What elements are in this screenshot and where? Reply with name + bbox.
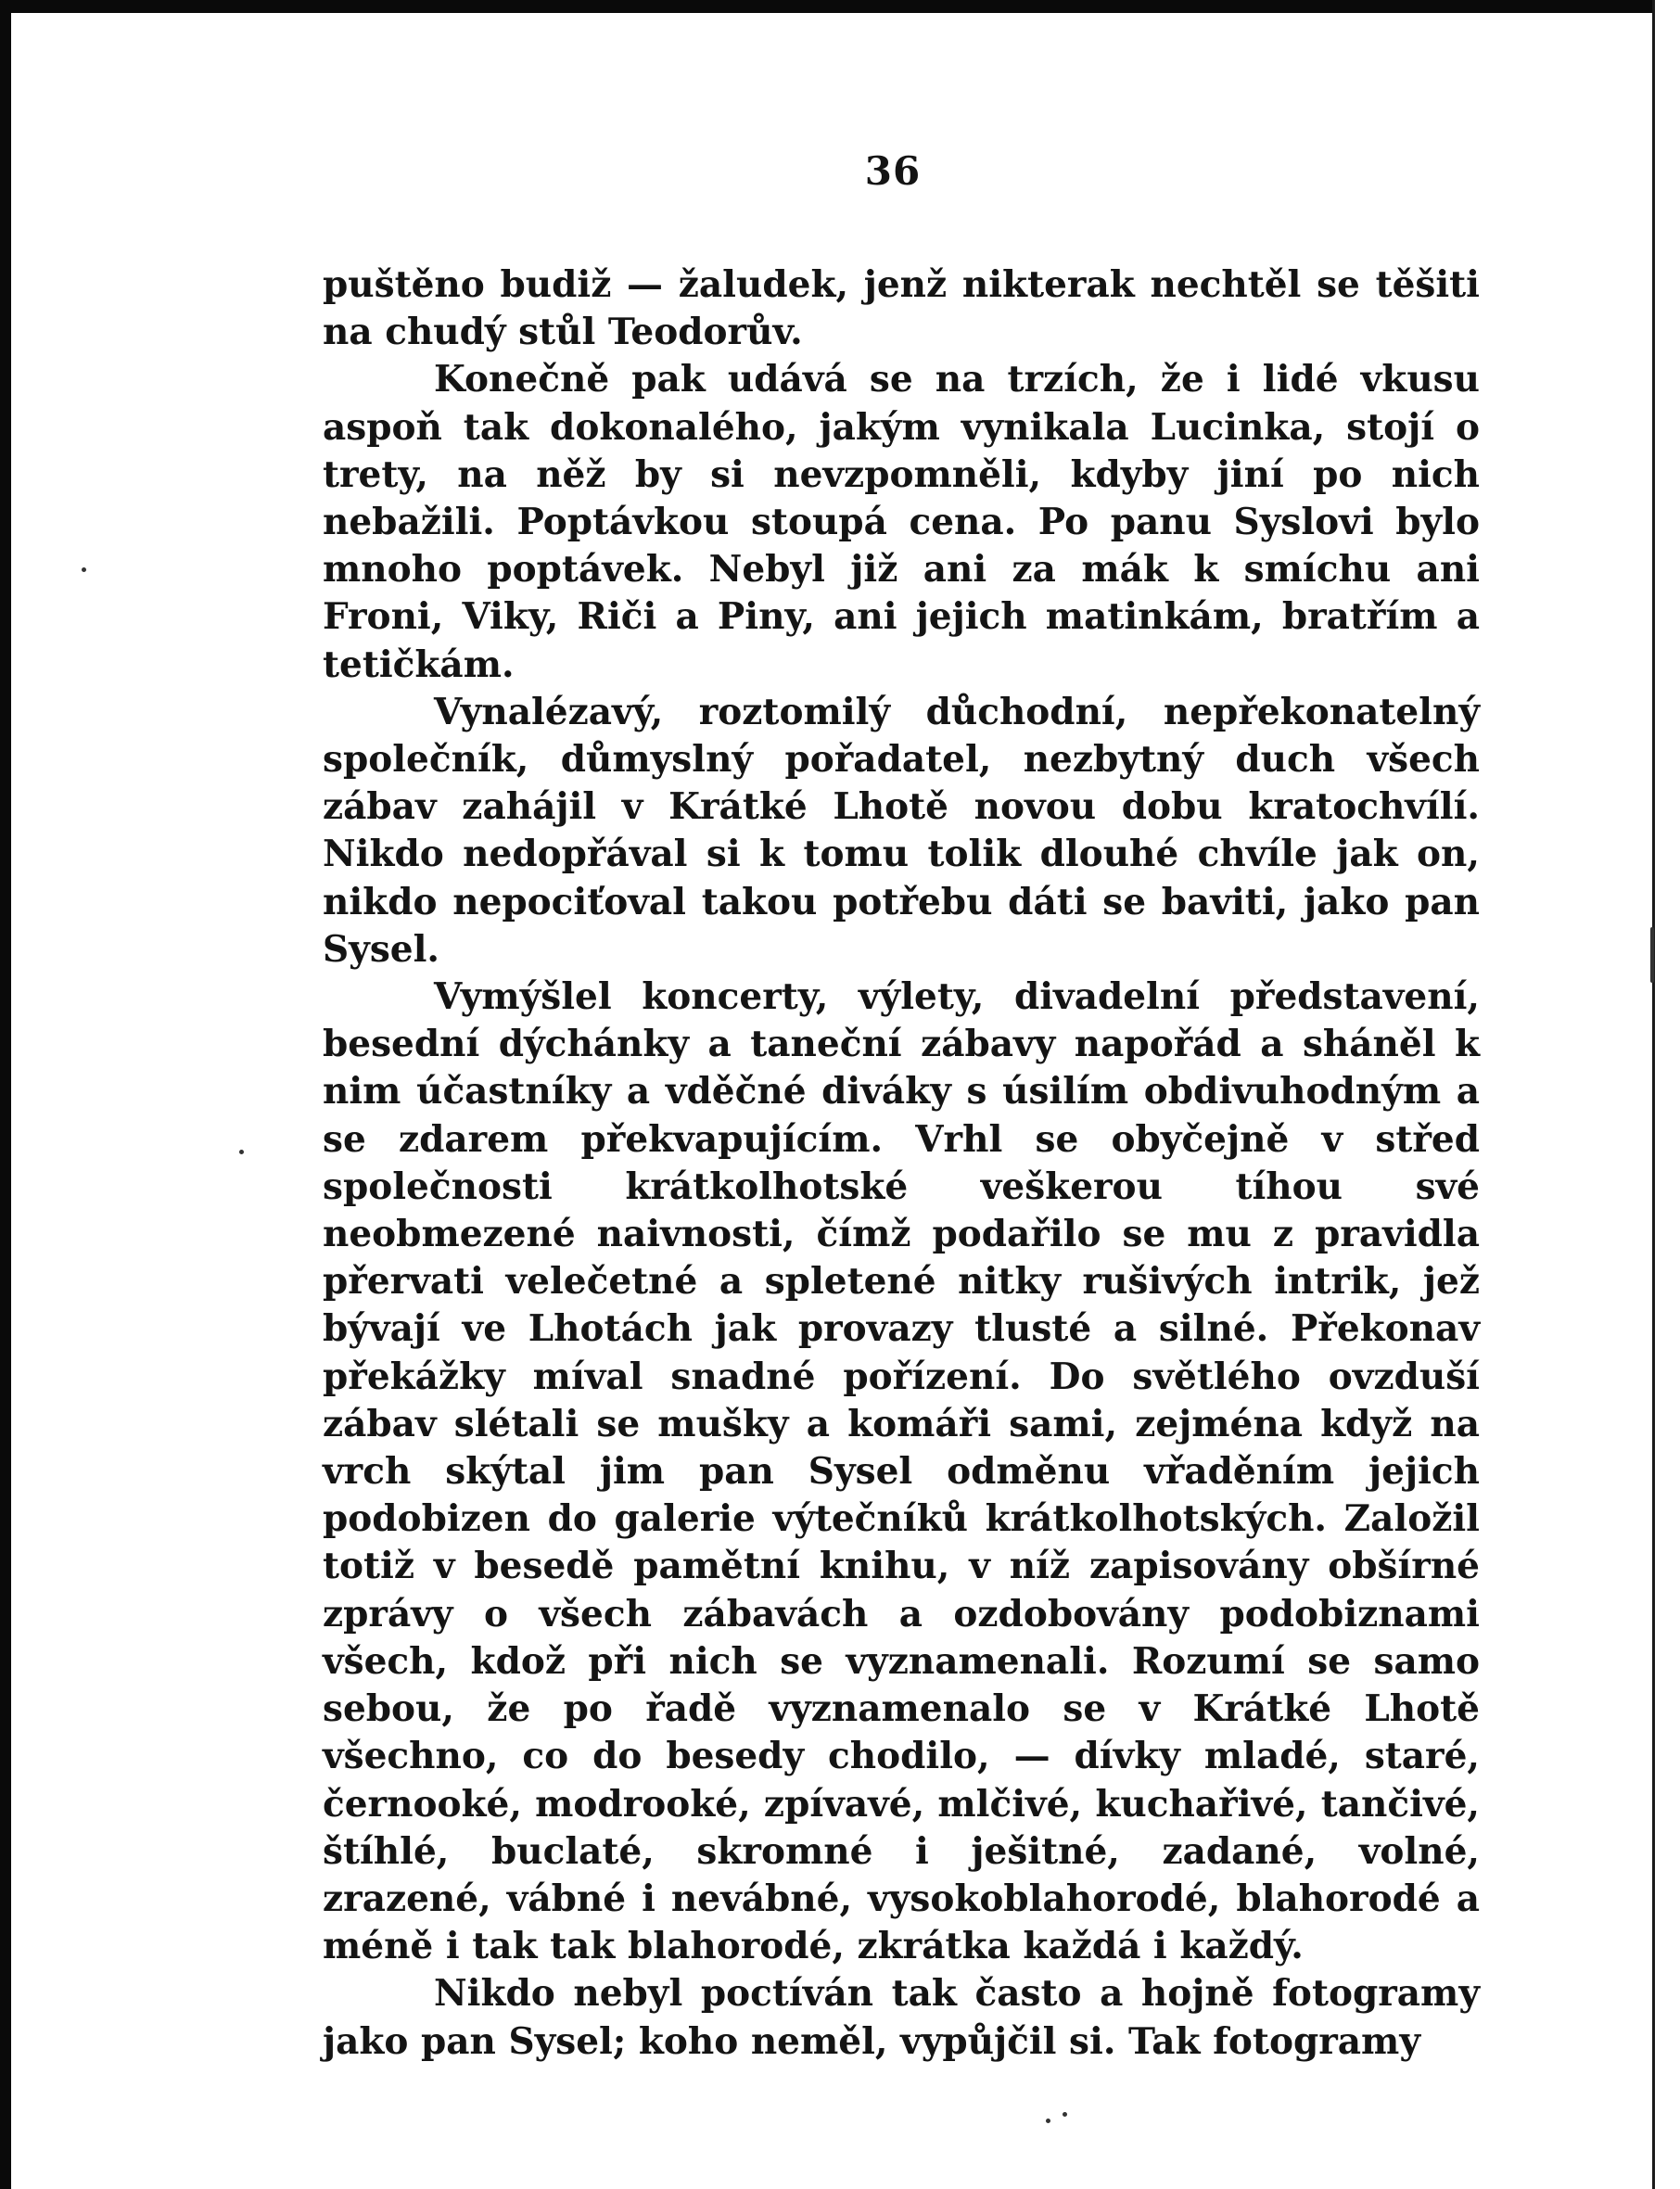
scan-speck xyxy=(1650,927,1654,983)
scan-border-left xyxy=(0,0,11,2189)
paragraph-2: Konečně pak udává se na trzích, že i lidé vkusu aspoň tak dokonalého, jakým vynikala Lucinka, stojí o trety, na něž by si nevzpomněli, kdyby jiní po nich nebažili. Poptávkou stoupá cena. Po panu Syslovi bylo mnoho poptávek. Nebyl již ani za mák k smíchu ani Froni, Viky, Riči a Piny, ani jejich matinkám, bratřím a tetičkám. xyxy=(323,358,1480,686)
paragraph-5: Nikdo nebyl poctíván tak často a hojně fotogramy jako pan Sysel; koho neměl, vypůjčil si. Tak fotogramy xyxy=(323,1972,1480,2063)
body-text xyxy=(323,261,1480,2066)
scan-border-top xyxy=(0,0,1680,13)
paragraph-4: Vymýšlel koncerty, výlety, divadelní představení, besední dýchánky a taneční zábavy napořád a sháněl k nim účastníky a vděčné diváky s úsilím obdivuhodným a se zdarem překvapujícím. Vrhl se obyčejně v střed společnosti krátkolhotské veškerou tíhou své neobmezené naivnosti, čímž podařilo se mu z pravidla přervati velečetné a spletené nitky rušivých intrik, jež bývají ve Lhotách jak provazy tlusté a silné. Překonav překážky míval snadné pořízení. Do světlého ovzduší zábav slétali se mušky a komáři sami, zejména když na vrch skýtal jim pan Sysel odměnu vřaděním jejich podobizen do galerie výtečníků krátkolhotských. Založil totiž v besedě pamětní knihu, v níž zapisovány obšírné zprávy o všech zábavách a ozdobovány podobiznami všech, kdož při nich se vyznamenali. Rozumí se samo sebou, že po řadě vyznamenalo se v Krátké Lhotě všechno, co do besedy chodilo, — dívky mladé, staré, černooké, modrooké, zpívavé, mlčivé, kuchařivé, tančivé, štíhlé, buclaté, skromné i ješitné, zadané, volné, zrazené, vábné i nevábné, vysokoblahorodé, blahorodé a méně i tak tak blahorodé, zkrátka každá i každý. xyxy=(323,975,1480,1968)
page-number: 36 xyxy=(864,148,922,194)
scan-speck xyxy=(1046,2119,1050,2123)
scan-speck xyxy=(82,567,86,572)
scan-border-right xyxy=(1652,0,1680,2189)
scan-speck xyxy=(239,1150,244,1154)
paragraph-1: puštěno budiž — žaludek, jenž nikterak nechtěl se těšiti na chudý stůl Teodorův. xyxy=(323,263,1480,354)
paragraph-3: Vynalézavý, roztomilý důchodní, nepřekonatelný společník, důmyslný pořadatel, nezbytný duch všech zábav zahájil v Krátké Lhotě novou dobu kratochvílí. Nikdo nedopřával si k tomu tolik dlouhé chvíle jak on, nikdo nepociťoval takou potřebu dáti se baviti, jako pan Sysel. xyxy=(323,690,1480,971)
scan-speck xyxy=(1063,2112,1067,2117)
